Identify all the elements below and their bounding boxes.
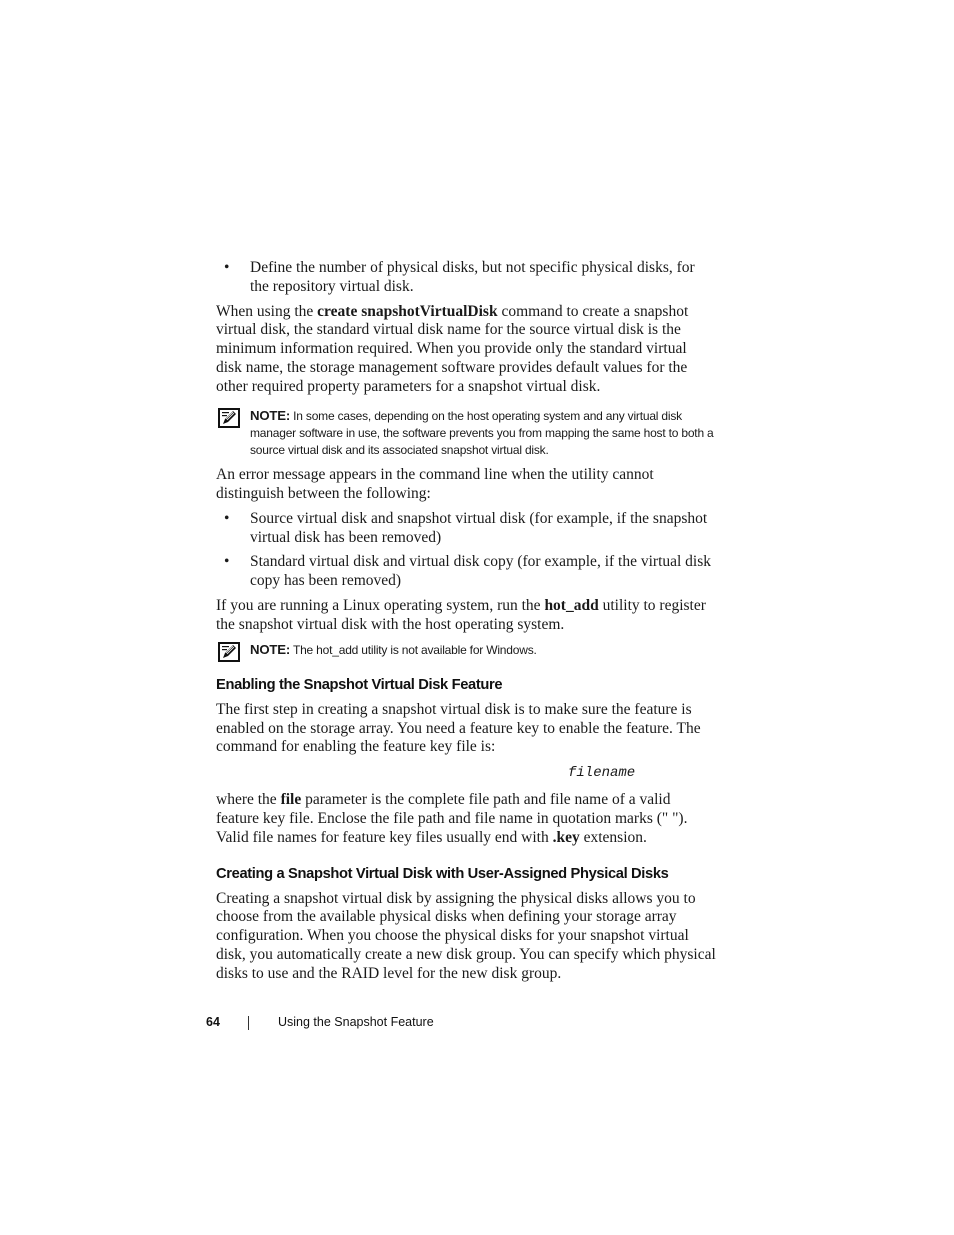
paragraph: An error message appears in the command line when the utility cannot distinguish between the following: <box>216 466 654 502</box>
bullet-dot: • <box>224 553 230 571</box>
pencil-note-icon <box>218 408 240 428</box>
bullet-item <box>216 553 716 591</box>
text: When using the <box>216 302 318 320</box>
section-heading: Creating a Snapshot Virtual Disk with User-Assigned Physical Disks <box>216 865 669 882</box>
paragraph <box>216 303 716 397</box>
code-line <box>216 763 716 783</box>
note-label: NOTE: <box>250 407 291 423</box>
note-text: The <box>290 642 317 657</box>
note-text: utility is not available for Windows. <box>358 642 537 657</box>
bullet-text: Standard virtual disk and virtual disk copy (for example, if the virtual disk copy has been removed) <box>250 553 712 590</box>
footer-divider <box>248 1016 249 1030</box>
page-content <box>216 259 716 984</box>
command-name: hot_add <box>316 642 359 657</box>
note-box <box>216 641 716 659</box>
paragraph: The first step in creating a snapshot virtual disk is to make sure the feature is enabled on the storage array. You need a feature key to enable the feature. The command for enabling the feature key file is: <box>216 700 701 756</box>
note-box <box>216 407 716 460</box>
text: extension. <box>579 828 647 846</box>
note-text: In some cases, depending on the host operating system and any virtual disk manager software in use, the software prevents you from mapping the same host to both a source virtual disk and its associated snapshot virtual disk. <box>250 408 714 457</box>
bullet-item <box>216 259 716 297</box>
paragraph <box>216 597 716 635</box>
bullet-item <box>216 510 716 548</box>
bullet-text: Define the number of physical disks, but not specific physical disks, for the repository virtual disk. <box>250 259 695 295</box>
section-heading: Enabling the Snapshot Virtual Disk Feature <box>216 676 503 693</box>
paragraph <box>216 791 716 847</box>
footer-section-title: Using the Snapshot Feature <box>278 1015 434 1029</box>
text: If you are running a Linux operating system, run the <box>216 596 545 614</box>
page-number: 64 <box>206 1015 220 1029</box>
text: where the <box>216 791 281 809</box>
text: utility to register the snapshot virtual disk with the host operating system. <box>216 596 706 633</box>
bullet-dot: • <box>224 259 230 276</box>
paragraph: Creating a snapshot virtual disk by assigning the physical disks allows you to choose from the available physical disks when defining your storage array configuration. When you choose the physical disks for your snapshot virtual disk, you automatically create a new disk group. You can specify which physical disks to use and the RAID level for the new disk group. <box>216 889 716 982</box>
command-name: hot_add <box>544 596 599 614</box>
pencil-note-icon <box>218 642 240 662</box>
code-text: filename <box>568 765 636 782</box>
bullet-dot: • <box>224 509 230 527</box>
parameter-name: file <box>280 791 302 809</box>
text: command to create a snapshot virtual disk, the standard virtual disk name for the source virtual disk is the minimum information required. When you provide only the standard virtual disk name, the storage management software provides default values for the other required property parameters for a snapshot virtual disk. <box>216 302 689 395</box>
note-label: NOTE: <box>250 641 291 657</box>
bullet-text: Source virtual disk and snapshot virtual disk (for example, if the snapshot virtual disk has been removed) <box>250 509 708 546</box>
text: parameter is the complete file path and file name of a valid feature key file. Enclose the file path and file name in quotation marks (" "). Valid file names for feature key files usually end with <box>216 791 688 846</box>
command-name: create snapshotVirtualDisk <box>317 302 498 320</box>
file-extension: .key <box>552 828 580 846</box>
